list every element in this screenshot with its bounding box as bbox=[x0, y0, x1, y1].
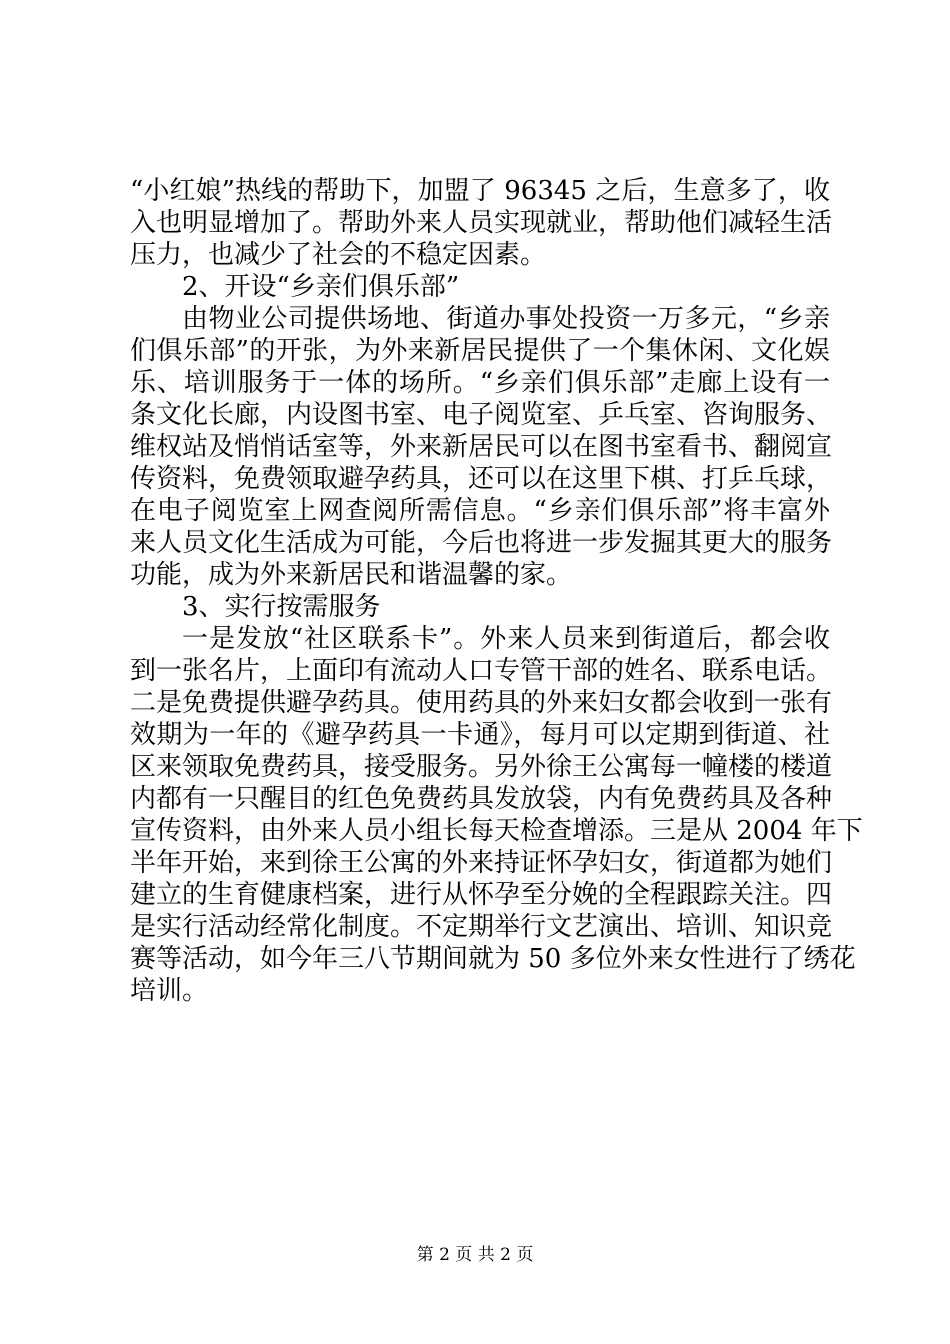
body-line: 由物业公司提供场地、街道办事处投资一万多元，“乡亲 bbox=[182, 304, 830, 334]
section-heading: 2、开设“乡亲们俱乐部” bbox=[182, 272, 460, 302]
body-line: 乐、培训服务于一体的场所。“乡亲们俱乐部”走廊上设有一 bbox=[130, 368, 830, 398]
body-line: 传资料，免费领取避孕药具，还可以在这里下棋、打乒乓球， bbox=[130, 464, 833, 494]
body-line: 半年开始，来到徐王公寓的外来持证怀孕妇女，街道都为她们 bbox=[130, 848, 833, 878]
body-line: “小红娘”热线的帮助下，加盟了 96345 之后，生意多了，收 bbox=[130, 176, 830, 206]
body-line: 建立的生育健康档案，进行从怀孕至分娩的全程跟踪关注。四 bbox=[130, 880, 833, 910]
body-line: 条文化长廊，内设图书室、电子阅览室、乒乓室、咨询服务、 bbox=[130, 400, 833, 430]
body-line: 一是发放“社区联系卡”。外来人员来到街道后，都会收 bbox=[182, 624, 830, 654]
body-line: 赛等活动，如今年三八节期间就为 50 多位外来女性进行了绣花 bbox=[130, 944, 856, 974]
body-line: 区来领取免费药具，接受服务。另外徐王公寓每一幢楼的楼道 bbox=[130, 752, 833, 782]
body-line: 来人员文化生活成为可能，今后也将进一步发掘其更大的服务 bbox=[130, 528, 833, 558]
section-heading: 3、实行按需服务 bbox=[182, 592, 381, 622]
body-line: 宣传资料，由外来人员小组长每天检查增添。三是从 2004 年下 bbox=[130, 816, 863, 846]
body-line: 培训。 bbox=[130, 976, 209, 1006]
page-number-footer: 第 2 页 共 2 页 bbox=[416, 1245, 534, 1265]
document-body bbox=[130, 175, 863, 1007]
body-line: 入也明显增加了。帮助外来人员实现就业，帮助他们减轻生活 bbox=[130, 208, 833, 238]
body-line: 维权站及悄悄话室等，外来新居民可以在图书室看书、翻阅宣 bbox=[130, 432, 833, 462]
body-line: 是实行活动经常化制度。不定期举行文艺演出、培训、知识竞 bbox=[130, 912, 833, 942]
body-line: 压力，也减少了社会的不稳定因素。 bbox=[130, 240, 547, 270]
body-line: 到一张名片，上面印有流动人口专管干部的姓名、联系电话。 bbox=[130, 656, 833, 686]
body-line: 二是免费提供避孕药具。使用药具的外来妇女都会收到一张有 bbox=[130, 688, 833, 718]
body-line: 效期为一年的《避孕药具一卡通》，每月可以定期到街道、社 bbox=[130, 720, 830, 750]
body-line: 们俱乐部”的开张，为外来新居民提供了一个集休闲、文化娱 bbox=[130, 336, 830, 366]
body-line: 功能，成为外来新居民和谐温馨的家。 bbox=[130, 560, 573, 590]
body-line: 在电子阅览室上网查阅所需信息。“乡亲们俱乐部”将丰富外 bbox=[130, 496, 830, 526]
body-line: 内都有一只醒目的红色免费药具发放袋，内有免费药具及各种 bbox=[130, 784, 833, 814]
